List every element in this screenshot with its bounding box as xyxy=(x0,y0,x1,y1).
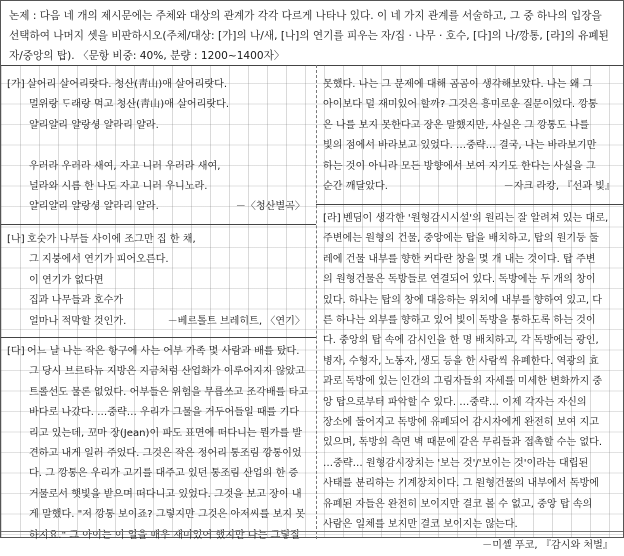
da-cont-line: 하는 것이 아니라 모든 방향에서 보여 지기도 한다는 사실을 그 xyxy=(323,160,596,172)
ga-source: －〈청산별곡〉 xyxy=(235,201,305,213)
na-line: [나] 호숫가 나무들 사이에 조그만 집 한 채, xyxy=(7,230,311,250)
da-line: 바다로 나갔다. …중략… 우리가 그물을 거두어들일 때를 기다 xyxy=(29,407,300,419)
essay-prompt xyxy=(1,1,623,65)
ga-line: 우러라 우러라 새여, 자고 니러 우러라 새여, xyxy=(29,160,221,172)
ga-line: 얄리얄리 얄랑셩 얄라리 얄라. xyxy=(29,119,159,131)
ra-line: 주변에는 원형의 건물, 중앙에는 탑을 배치하고, 탑의 원기둥 둘 xyxy=(323,233,599,245)
ra-line: 레에 건물 내부를 향한 커다란 창을 몇 개 내는 것이다. 탑 주변 xyxy=(323,253,596,265)
na-line: 얼마나 적막할 것인가. －베르톨트 브레히트, 〈연기〉 xyxy=(7,312,311,332)
passage-separator xyxy=(1,224,316,225)
ra-line: 장소에 둘어지고 독방에 유폐되어 감시자에게 완전히 보여 지고 xyxy=(323,417,599,429)
da-line: 그 당시 브르타뉴 지방은 지금처럼 산업화가 이루어지지 않았고 xyxy=(29,366,305,378)
ra-line: 사람은 일체를 보지만 결코 보이지는 않는다. xyxy=(323,519,518,531)
na-line: 그 지붕에서 연기가 피어오른다. xyxy=(29,254,169,266)
passage-tag: [다] xyxy=(7,346,25,357)
da-source: －자크 라캉, 『선과 빛』 xyxy=(503,181,615,193)
da-line: 견하고 내게 일러 주었다. 그것은 작은 정어리 통조림 깡통이었 xyxy=(29,448,302,460)
passage-ga xyxy=(7,75,311,218)
passage-tag: [나] xyxy=(7,234,25,245)
ga-line: 멀위랑 ᄃᆞ래랑 먹고 청산(靑山)애 살어리랏다. xyxy=(29,99,230,111)
passage-da-continued xyxy=(323,75,619,197)
ra-line: 사태를 분리하는 기계장치이다. 그 원형건물의 내부에서 독방에 xyxy=(323,478,599,490)
da-cont-line: 아이보다 덜 재미있어 할까? 그것은 흥미로운 질문이었다. 깡통 xyxy=(323,99,598,111)
ra-line: 의 원형건물은 독방들로 연결되어 있다. 독방에는 두 개의 창이 xyxy=(323,274,596,286)
da-line: 다. 그 깡통은 우리가 고기를 대주고 있던 통조림 산업의 한 증 xyxy=(29,468,299,480)
column-divider xyxy=(316,65,317,539)
ra-source: －미셸 푸코, 『감시와 처벌』 xyxy=(482,539,613,551)
da-line: 리고 있는데, 꼬마 장(Jean)이 파도 표면에 떠다니는 뭔가를 발 xyxy=(29,427,303,439)
ra-line: 있으며, 독방의 측면 벽 때문에 같은 무리들과 접촉할 수는 없다. xyxy=(323,437,603,449)
da-line: 트롤선도 물론 없었다. 어부들은 위험을 무릅쓰고 조각배를 타고 xyxy=(29,386,309,398)
ra-line: 른 하나는 외부를 향하고 있어 빛이 독방을 통하도록 하는 것이 xyxy=(323,315,596,327)
ra-line: 다. 중앙의 탑 속에 감시인을 한 명 배치하고, 각 독방에는 광인, xyxy=(323,335,599,347)
ra-line: 과로 독방에 있는 인간의 그림자들의 자세를 미세한 변화까지 중 xyxy=(323,376,603,388)
passage-separator xyxy=(1,337,316,338)
ra-line: 병자, 수형자, 노동자, 생도 등을 한 사람씩 유폐한다. 역광의 효 xyxy=(323,355,599,367)
da-line: 게 말했다. "저 깡통 보이죠? 그렇지만 그것은 아저씨를 보지 못 xyxy=(29,509,306,521)
ra-line: …중략… 원형감시장치는 '보는 것'/'보이는 것'이라는 대립된 xyxy=(323,457,589,469)
ra-line: 있다. 하나는 탑의 창에 대응하는 위치에 내부를 향하여 있고, 다 xyxy=(323,294,603,306)
passage-tag: [가] xyxy=(7,79,25,90)
prompt-divider xyxy=(1,65,623,66)
prompt-line: 자/중앙의 탑). 〈문항 비중: 40%, 분량 : 1200~1400자〉 xyxy=(9,50,285,62)
passage-na xyxy=(7,230,311,332)
prompt-line: 선택하여 나머지 셋을 비판하시오(주체/대상: [가]의 나/새, [나]의 연기를 피우는 자/집 · 나무 · 호수, [다]의 나/깡통, [라]의 유폐된 xyxy=(9,30,609,42)
ra-line: 앙 탑으로부터 파악할 수 있다. …중략… 이제 각자는 자신의 xyxy=(323,396,587,408)
da-line: [다] 어느 날 나는 작은 항구에 사는 어부 가족 몇 사람과 배를 탔다. xyxy=(7,342,313,362)
da-cont-line: 빛의 점에서 바라보고 있었다. …중략… 결국, 나는 바라보기만 xyxy=(323,140,597,152)
da-cont-line: 못했다. 나는 그 문제에 대해 곰곰이 생각해보았다. 나는 왜 그 xyxy=(323,79,593,90)
passage-da xyxy=(7,342,313,546)
na-source: －베르톨트 브레히트, 〈연기〉 xyxy=(167,315,305,327)
na-line: 이 연기가 없다면 xyxy=(29,274,104,286)
ga-line: [가] 살어리 살어리랏다. 청산(靑山)애 살어리랏다. xyxy=(7,75,311,95)
ga-line: 널라와 시름 한 나도 자고 니러 우니노라. xyxy=(29,181,208,193)
da-line: 하지요." 그 아이는 이 일을 매우 재미있어 했지만 나는 그렇질 xyxy=(29,529,300,541)
ga-line: 얄리얄리 얄랑셩 얄라리 얄라. －〈청산별곡〉 xyxy=(7,197,311,217)
na-line: 집과 나무들과 호수가 xyxy=(29,295,124,307)
ra-line: 유폐된 자들은 완전히 보이지만 결코 볼 수 없고, 중앙 탑 속의 xyxy=(323,498,593,510)
ga-line xyxy=(7,136,311,156)
da-cont-line: 은 나를 보지 못한다고 장은 말했지만, 사실은 그 깡통도 나를 xyxy=(323,119,590,131)
prompt-line: 논제 : 다음 네 개의 제시문에는 주체와 대상의 관계가 각각 다르게 나타나 있다. 이 네 가지 관계를 서술하고, 그 중 하나의 입장을 xyxy=(9,10,602,22)
passage-separator xyxy=(316,204,623,205)
da-cont-line: 순간 깨달았다. －자크 라캉, 『선과 빛』 xyxy=(323,177,619,197)
ra-line: [라] 벤딤이 생각한 '원형감시시설'의 원리는 잘 알려져 있는 대로, xyxy=(323,209,619,229)
passage-tag: [라] xyxy=(323,213,341,224)
passage-ra xyxy=(323,209,619,556)
da-line: 거물로서 햇빛을 받으며 떠다니고 있었다. 그것을 보고 장이 내 xyxy=(29,488,302,500)
bottom-border xyxy=(1,531,623,532)
